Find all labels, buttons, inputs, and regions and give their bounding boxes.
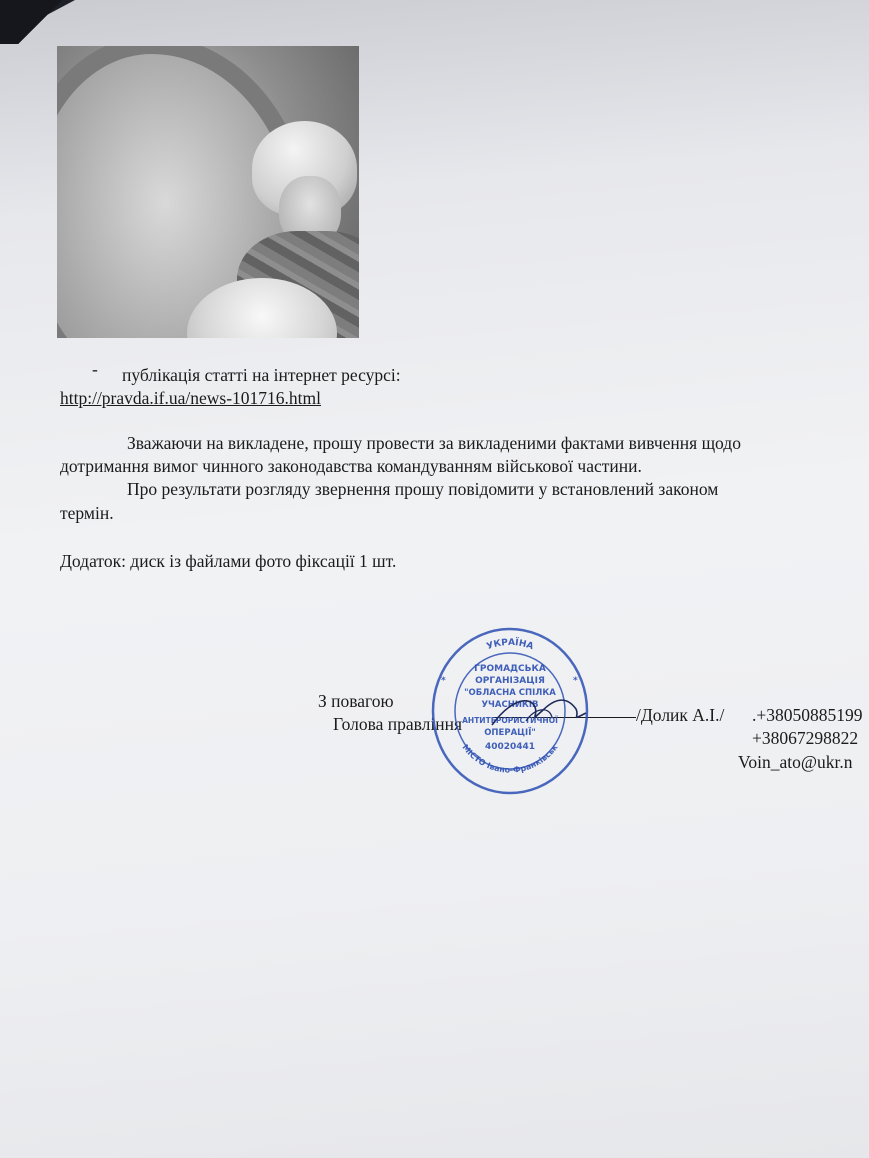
signer-position: Голова правління [333, 714, 463, 734]
stamp-line1: ГРОМАДСЬКА [474, 664, 546, 674]
stamp-city: МІСТО Івано-Франківськ [460, 742, 560, 775]
stamp-country: УКРАЇНА [485, 637, 535, 653]
stamp-line3: "ОБЛАСНА СПІЛКА [464, 688, 556, 698]
paragraph2-line2: термін. [60, 503, 114, 523]
stamp-star-left: * [441, 676, 446, 686]
email: Voin_ato@ukr.n [738, 752, 853, 772]
paragraph1-line1: Зважаючи на викладене, прошу провести за викладеними фактами вивчення щодо [127, 433, 741, 453]
paragraph1-line2: дотримання вимог чинного законодавства командуванням військової частини. [60, 456, 642, 476]
attachment-line: Додаток: диск із файлами фото фіксації 1 шт. [60, 551, 397, 571]
article-link[interactable]: http://pravda.if.ua/news-101716.html [60, 388, 321, 408]
folded-corner-shadow [0, 0, 80, 44]
signer-name: /Долик А.І./ [636, 705, 725, 725]
paragraph2-line1: Про результати розгляду звернення прошу повідомити у встановлений законом [127, 479, 719, 499]
stamp-line5: АНТИТЕРОРИСТИЧНОЇ [462, 716, 558, 725]
stamp-code: 40020441 [484, 742, 536, 752]
organization-stamp [430, 625, 590, 797]
phone-1: .+38050885199 [752, 705, 863, 725]
stamp-star-right: * [573, 676, 578, 686]
phone-2: +38067298822 [752, 728, 859, 748]
pilot-photo [57, 46, 359, 338]
closing-phrase: З повагою [318, 691, 394, 711]
bullet-marker: - [92, 359, 98, 379]
stamp-line2: ОРГАНІЗАЦІЯ [475, 676, 545, 686]
stamp-line4: УЧАСНИКІВ [481, 700, 539, 710]
stamp-line6: ОПЕРАЦІЇ" [484, 728, 536, 738]
bullet-text: публікація статті на інтернет ресурсі: [122, 365, 401, 385]
